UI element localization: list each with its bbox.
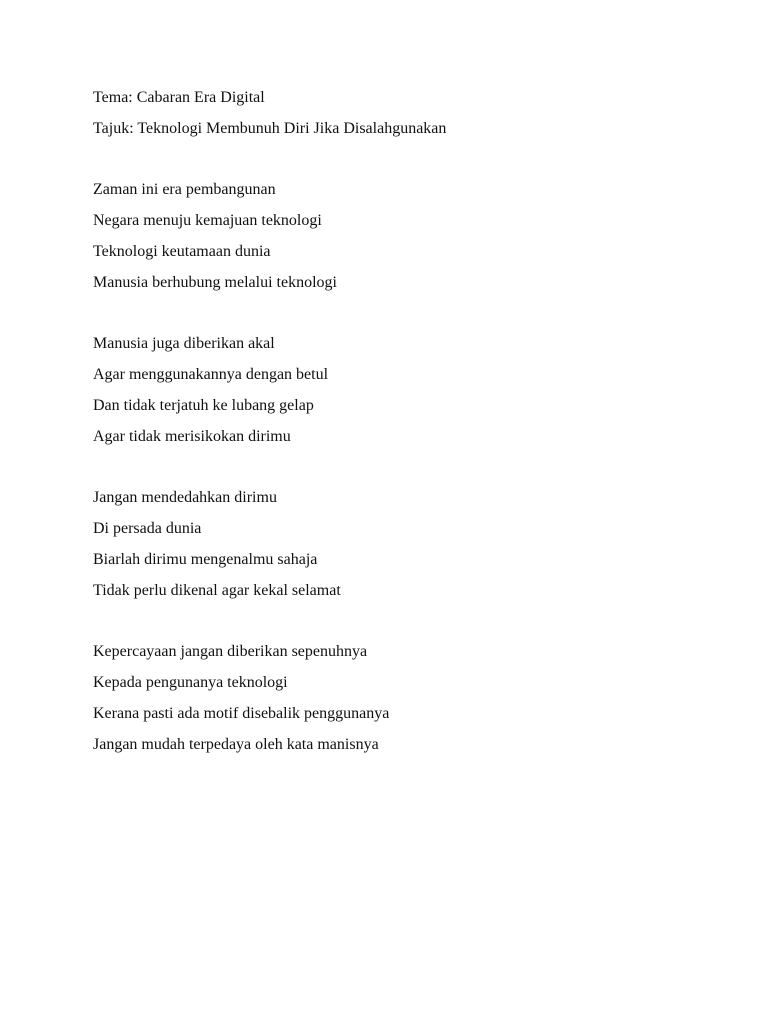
poem-line: Di persada dunia [93,520,202,538]
stanza-1 [93,178,713,301]
poem-line: Biarlah dirimu mengenalmu sahaja [93,550,318,568]
stanza-2 [93,332,713,455]
poem-line: Negara menuju kemajuan teknologi [93,212,322,230]
stanza-3 [93,486,713,609]
title-line: Tajuk: Teknologi Membunuh Diri Jika Disalahgunakan [93,119,447,137]
poem-line: Kepercayaan jangan diberikan sepenuhnya [93,643,368,661]
poem-line: Jangan mendedahkan dirimu [93,489,277,507]
poem-line: Teknologi keutamaan dunia [93,242,271,260]
poem-line: Agar tidak merisikokan dirimu [93,427,291,445]
stanza-gap [93,456,713,487]
poem-content [93,86,713,764]
stanza-gap [93,148,713,179]
poem-line: Agar menggunakannya dengan betul [93,366,329,384]
stanza-gap [93,610,713,641]
stanza-gap [93,302,713,333]
poem-line: Dan tidak terjatuh ke lubang gelap [93,396,314,414]
stanza-4 [93,640,713,763]
poem-line: Kepada pengunanya teknologi [93,674,288,692]
poem-line: Kerana pasti ada motif disebalik penggunanya [93,704,390,722]
theme-line: Tema: Cabaran Era Digital [93,89,265,106]
poem-line: Zaman ini era pembangunan [93,181,276,199]
poem-line: Jangan mudah terpedaya oleh kata manisnya [93,735,379,753]
poem-line: Tidak perlu dikenal agar kekal selamat [93,581,341,599]
poem-line: Manusia berhubung melalui teknologi [93,273,337,291]
poem-line: Manusia juga diberikan akal [93,335,275,353]
